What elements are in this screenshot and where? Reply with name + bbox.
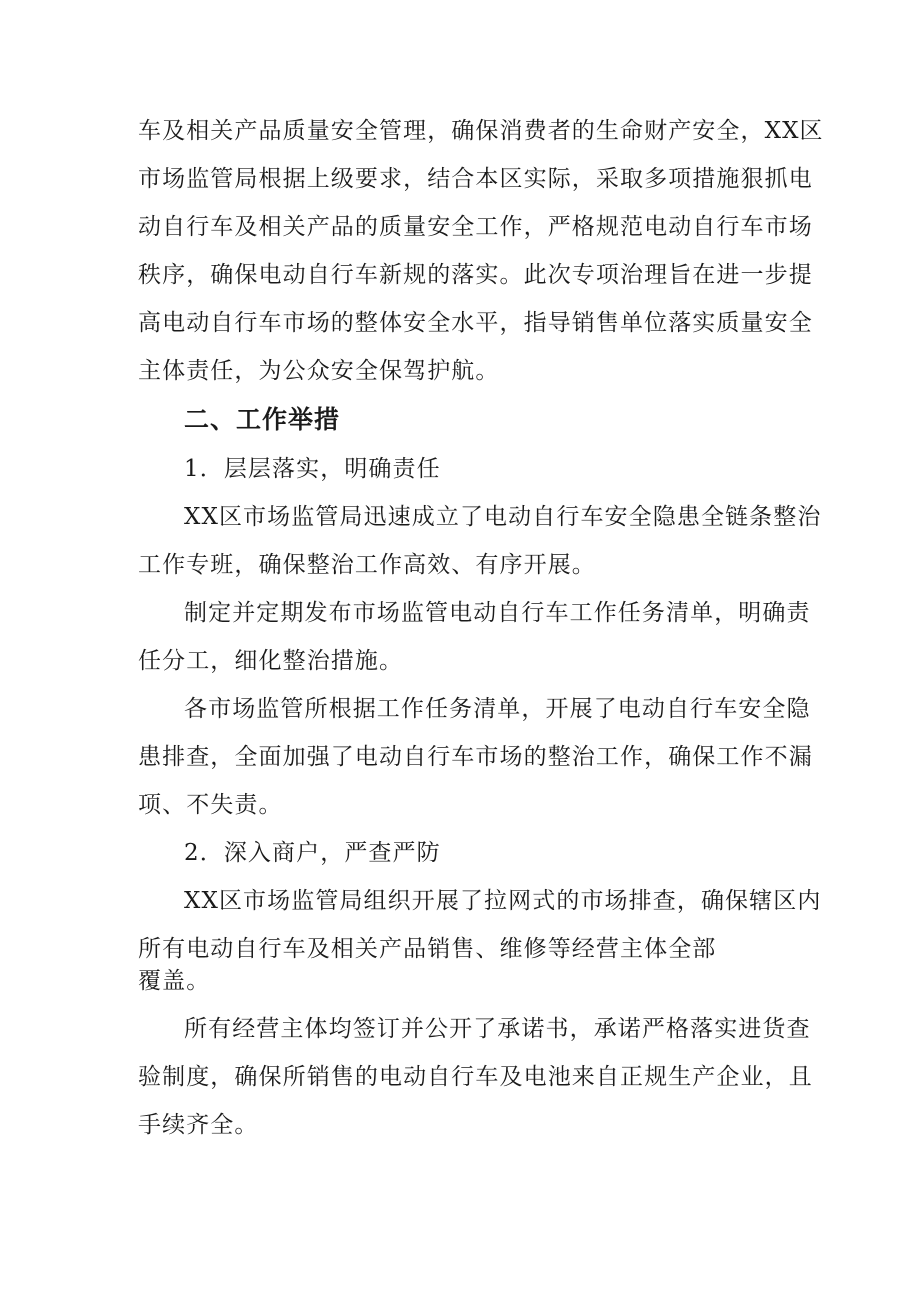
paragraph-1-line-4: 秩序，确保电动自行车新规的落实。此次专项治理旨在进一步提 — [138, 262, 813, 288]
paragraph-5-line-2: 所有电动自行车及相关产品销售、维修等经营主体全部 — [138, 936, 717, 962]
paragraph-3-line-2: 任分工，细化整治措施。 — [138, 648, 404, 674]
paragraph-2-line-2: 工作专班，确保整治工作高效、有序开展。 — [138, 552, 596, 578]
paragraph-5-line-1: XX区市场监管局组织开展了拉网式的市场排查，确保辖区内 — [184, 888, 822, 914]
paragraph-1-line-2: 市场监管局根据上级要求，结合本区实际，采取多项措施狠抓电 — [138, 166, 813, 192]
paragraph-4-line-2: 患排查，全面加强了电动自行车市场的整治工作，确保工作不漏 — [138, 744, 813, 770]
paragraph-1-line-6: 主体责任，为公众安全保驾护航。 — [138, 358, 500, 384]
paragraph-2-line-1: XX区市场监管局迅速成立了电动自行车安全隐患全链条整治 — [184, 504, 822, 530]
paragraph-4-line-3: 项、不失责。 — [138, 792, 283, 818]
paragraph-6-line-3: 手续齐全。 — [138, 1112, 259, 1138]
paragraph-3-line-1: 制定并定期发布市场监管电动自行车工作任务清单，明确责 — [184, 600, 811, 626]
paragraph-6-line-2: 验制度，确保所销售的电动自行车及电池来自正规生产企业，且 — [138, 1064, 813, 1090]
section-heading-work-measures: 二、工作举措 — [184, 405, 341, 434]
subheading-1: 1．层层落实，明确责任 — [184, 456, 441, 482]
paragraph-6-line-1: 所有经营主体均签订并公开了承诺书，承诺严格落实进货查 — [184, 1016, 811, 1042]
paragraph-1-line-1: 车及相关产品质量安全管理，确保消费者的生命财产安全，XX区 — [138, 118, 824, 144]
paragraph-5-line-3: 覆盖。 — [138, 968, 211, 994]
subheading-2: 2．深入商户，严查严防 — [184, 840, 441, 866]
paragraph-1-line-3: 动自行车及相关产品的质量安全工作，严格规范电动自行车市场 — [138, 214, 813, 240]
paragraph-1-line-5: 高电动自行车市场的整体安全水平，指导销售单位落实质量安全 — [138, 310, 813, 336]
paragraph-4-line-1: 各市场监管所根据工作任务清单，开展了电动自行车安全隐 — [184, 696, 811, 722]
